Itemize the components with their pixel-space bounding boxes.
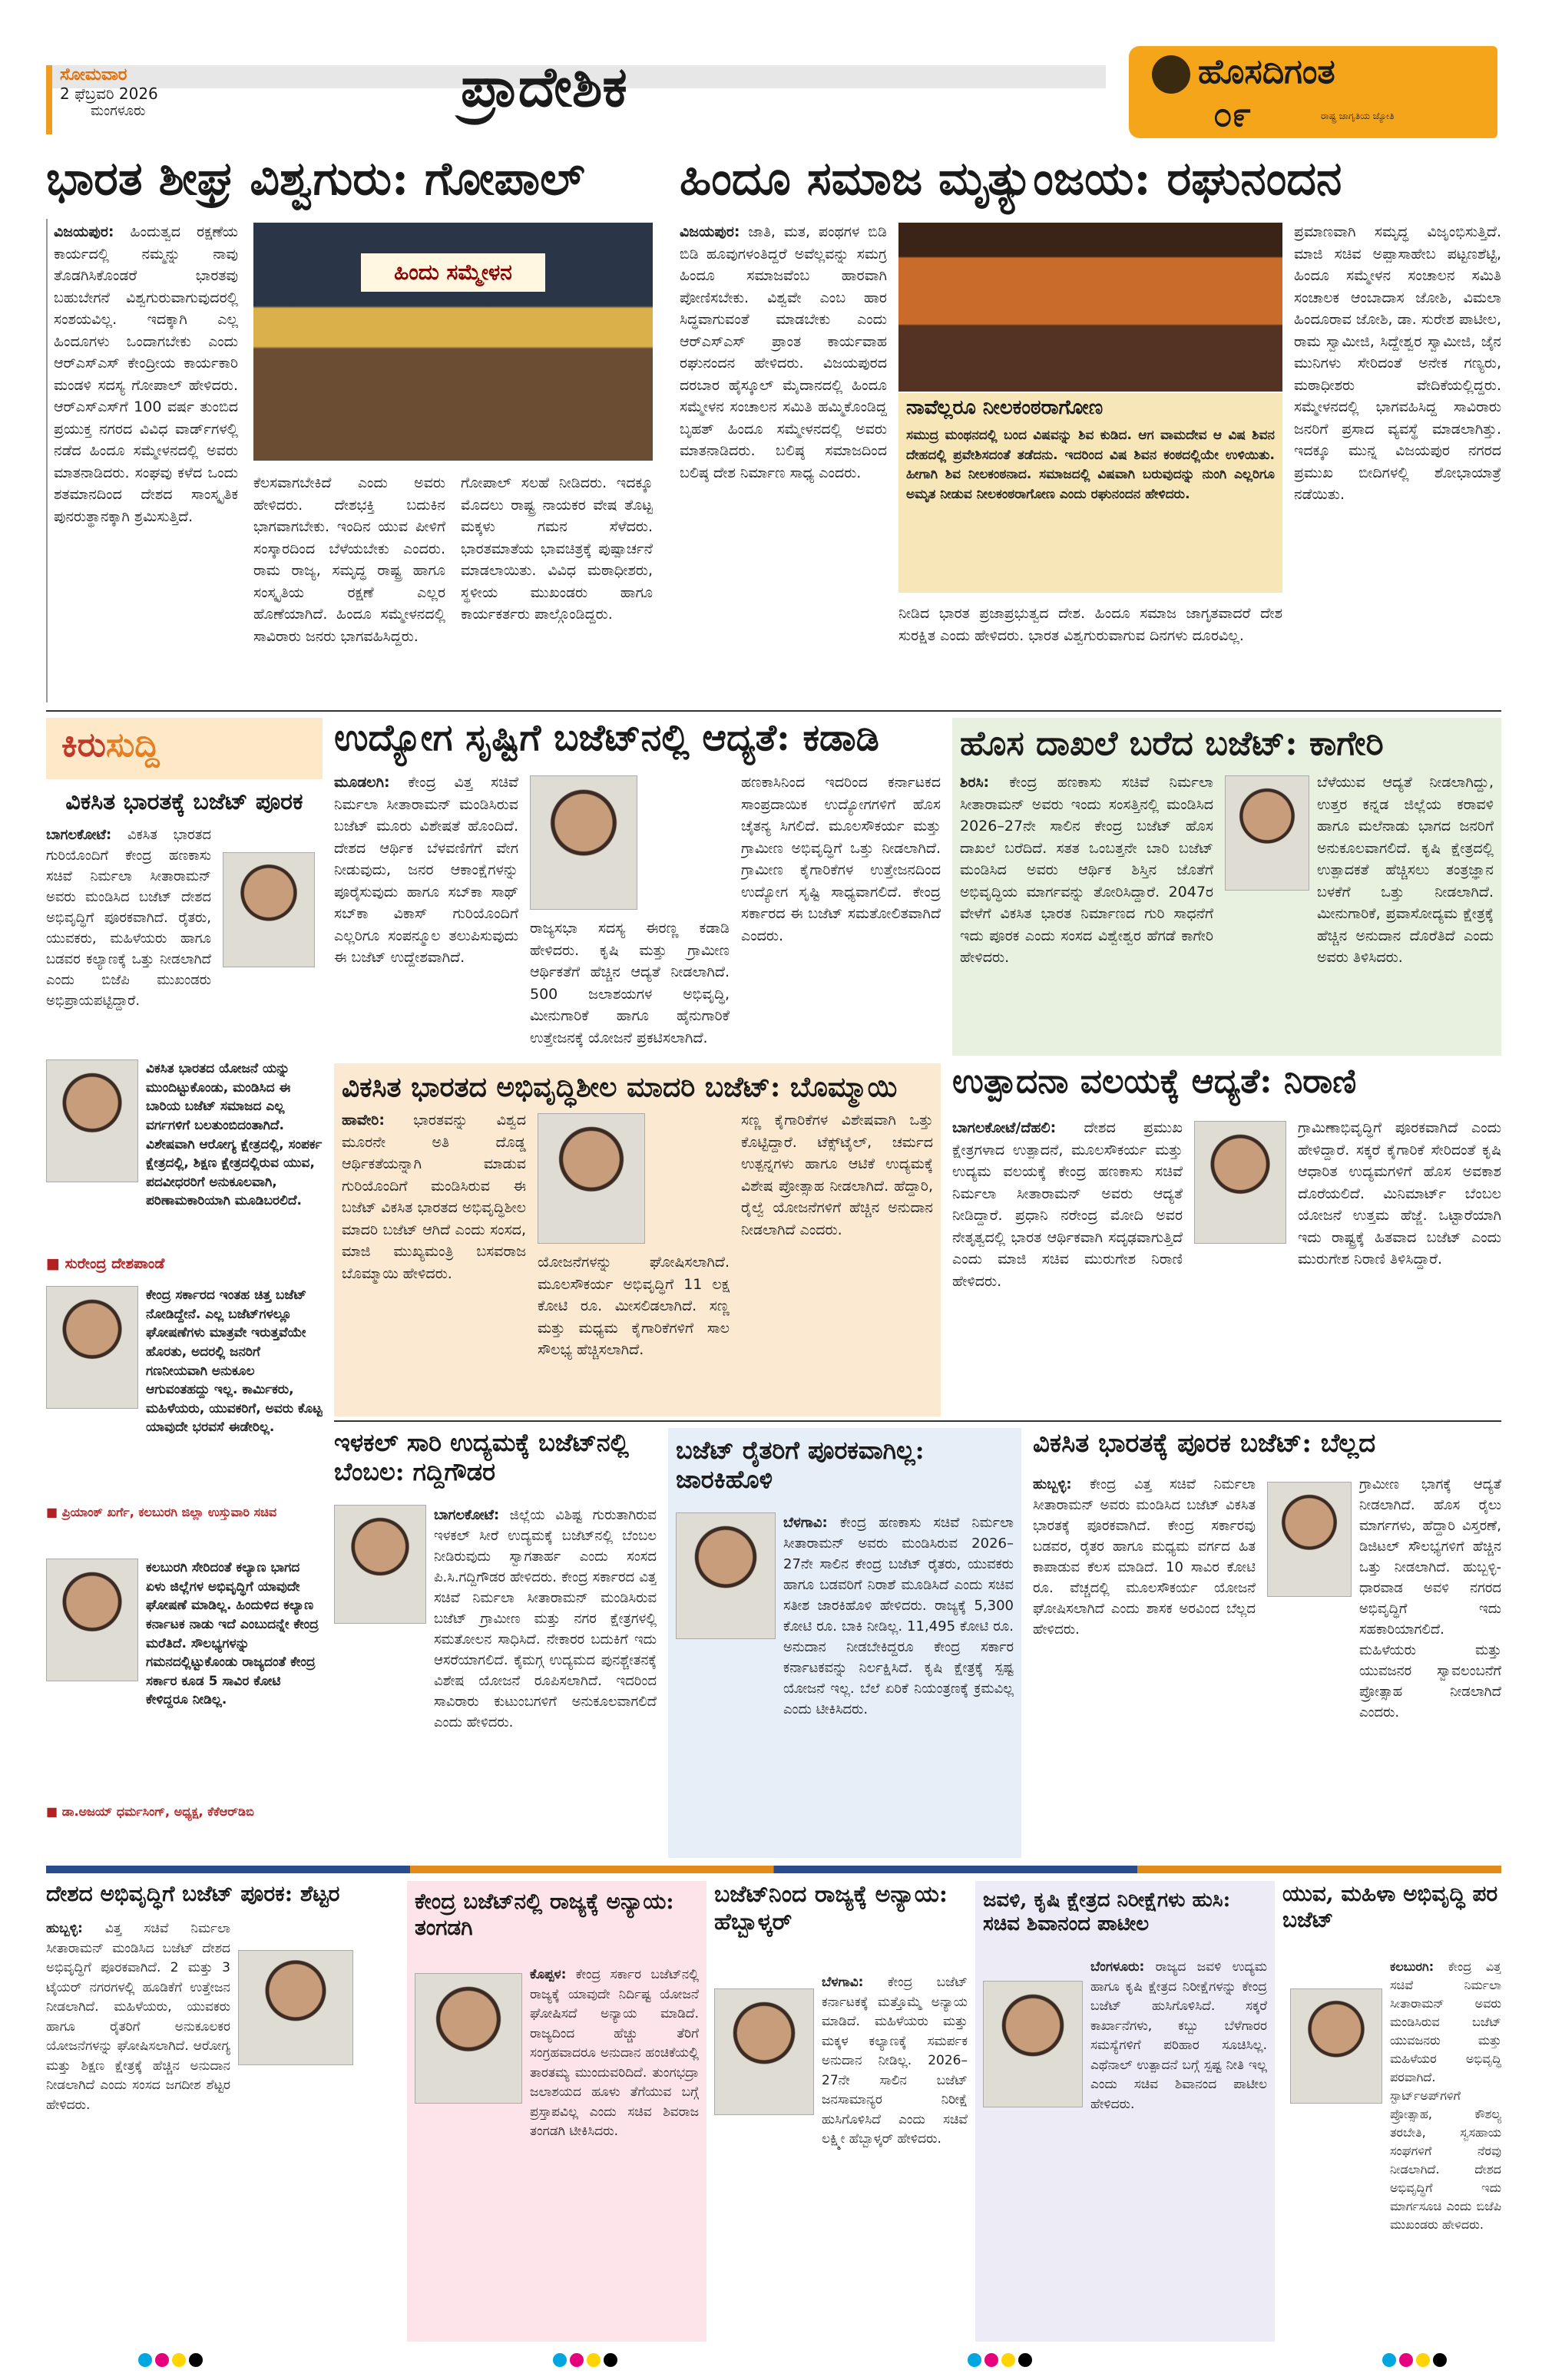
kiru-quote-3: [46, 1559, 323, 1850]
dateline: ಬಾಗಲಕೋಟೆ/ದೆಹಲಿ:: [952, 1119, 1057, 1136]
quote-author: ■ ಪ್ರಿಯಾಂಕ್ ಖರ್ಗೆ, ಕಲಬುರಗಿ ಜಿಲ್ಲಾ ಉಸ್ತುವಾರಿ ಸಚಿವ: [46, 1505, 277, 1519]
dateline: ಕೊಪ್ಪಳ:: [530, 1967, 567, 1982]
article-hebbalkar: [714, 1881, 968, 2342]
page-number: ೦೯: [1213, 95, 1252, 134]
headline: ಜವಳಿ, ಕೃಷಿ ಕ್ಷೇತ್ರದ ನಿರೀಕ್ಷೆಗಳು ಹುಸಿ: ಸಚಿವ ಶಿವಾನಂದ ಪಾಟೀಲ: [983, 1889, 1231, 1936]
dateline: ಕಲಬುರಗಿ:: [1390, 1959, 1434, 1974]
person-photo: [714, 1988, 814, 2115]
article-column: [46, 1919, 230, 2334]
article-gopal: [46, 154, 668, 706]
article-bellad: [1033, 1428, 1501, 1858]
person-photo: [676, 1512, 776, 1639]
person-photo: [538, 1113, 645, 1244]
kiru-text: ವಿಕಸಿತ ಭಾರತದ ಗುರಿಯೊಂದಿಗೆ ಕೇಂದ್ರ ಹಣಕಾಸು ಸಚಿವೆ ನಿರ್ಮಲಾ ಸೀತಾರಾಮನ್ ಅವರು ಮಂಡಿಸಿದ ಬಜೆಟ್ ದೇಶದ ಅಭಿವೃದ್ಧಿಗೆ ಪೂರಕವಾಗಿದೆ. ರೈತರು, ಯುವಕರು, ಮಹಿಳೆಯರು ಹಾಗೂ ಬಡವರ ಕಲ್ಯಾಣಕ್ಕೆ ಒತ್ತು ನೀಡಲಾಗಿದೆ ಎಂದು ಬಿಜೆಪಿ ಮುಖಂಡರು ಅಭಿಪ್ರಾಯಪಟ್ಟಿದ್ದಾರೆ.: [46, 827, 211, 1009]
article-shettar: [46, 1881, 399, 2342]
article-column: [342, 1109, 526, 1409]
article-text: ಹಿಂದುತ್ವದ ರಕ್ಷಣೆಯ ಕಾರ್ಯದಲ್ಲಿ ನಮ್ಮನ್ನು ನಾವು ತೊಡಗಿಸಿಕೊಂಡರೆ ಭಾರತವು ಬಹುಬೇಗನೆ ವಿಶ್ವಗುರುವಾಗುವುದರಲ್ಲಿ ಸಂಶಯವಿಲ್ಲ. ಇದಕ್ಕಾಗಿ ಎಲ್ಲ ಹಿಂದೂಗಳು ಒಂದಾಗಬೇಕು ಎಂದು ಆರ್‌ಎಸ್‌ಎಸ್ ಕೇಂದ್ರೀಯ ಕಾರ್ಯಕಾರಿ ಮಂಡಳಿ ಸದಸ್ಯ ಗೋಪಾಲ್ ಹೇಳಿದರು. ಆರ್‌ಎಸ್‌ಎಸ್‌ಗೆ 100 ವರ್ಷ ತುಂಬಿದ ಪ್ರಯುಕ್ತ ನಗರದ ವಿವಿಧ ವಾರ್ಡ್‌ಗಳಲ್ಲಿ ನಡೆದ ಹಿಂದೂ ಸಮ್ಮೇಳನದಲ್ಲಿ ಅವರು ಮಾತನಾಡಿದರು. ಸಂಘವು ಕಳೆದ ಒಂದು ಶತಮಾನದಿಂದ ದೇಶದ ಸಾಂಸ್ಕೃತಿಕ ಪುನರುತ್ಥಾನಕ್ಕಾಗಿ ಶ್ರಮಿಸುತ್ತಿದೆ.: [54, 223, 238, 525]
dateline: ಬೆಂಗಳೂರು:: [1090, 1959, 1145, 1975]
person-photo: [223, 852, 315, 967]
registration-marks: [968, 2353, 1035, 2370]
article-column: [952, 1117, 1183, 1409]
headline: ಬಜೆಟ್‌ನಿಂದ ರಾಜ್ಯಕ್ಕೆ ಅನ್ಯಾಯ: ಹೆಬ್ಬಾಳ್ಕರ್: [714, 1881, 948, 1935]
headline: ಕೇಂದ್ರ ಬಜೆಟ್‌ನಲ್ಲಿ ರಾಜ್ಯಕ್ಕೆ ಅನ್ಯಾಯ: ತಂಗಡಗಿ: [415, 1889, 674, 1940]
person-photo: [1290, 1988, 1382, 2104]
person-photo: [983, 1981, 1083, 2107]
dateline: ಬಾಗಲಕೋಟೆ:: [434, 1507, 500, 1523]
article-text: ಕೇಂದ್ರ ಹಣಕಾಸು ಸಚಿವೆ ನಿರ್ಮಲಾ ಸೀತಾರಾಮನ್ ಅವರು ಇಂದು ಸಂಸತ್ತಿನಲ್ಲಿ ಮಂಡಿಸಿದ 2026–27ನೇ ಸಾಲಿನ ಕೇಂದ್ರ ಬಜೆಟ್ ಹೊಸ ದಾಖಲೆ ಬರೆದಿದೆ. ಸತತ ಒಂಬತ್ತನೇ ಬಾರಿ ಬಜೆಟ್ ಮಂಡಿಸಿದ ಅವರು ಆರ್ಥಿಕ ಶಿಸ್ತಿನ ಜೊತೆಗೆ ಅಭಿವೃದ್ಧಿಯ ಮಾರ್ಗವನ್ನು ತೋರಿಸಿದ್ದಾರೆ. 2047ರ ವೇಳೆಗೆ ವಿಕಸಿತ ಭಾರತ ನಿರ್ಮಾಣದ ಗುರಿ ಸಾಧನೆಗೆ ಇದು ಪೂರಕ ಎಂದು ಸಂಸದ ವಿಶ್ವೇಶ್ವರ ಹೆಗಡೆ ಕಾಗೇರಿ ಹೇಳಿದರು.: [960, 774, 1213, 966]
headline: ಇಳಕಲ್ ಸಾರಿ ಉದ್ಯಮಕ್ಕೆ ಬಜೆಟ್‌ನಲ್ಲಿ ಬೆಂಬಲ: ಗದ್ದಿಗೌಡರ: [334, 1428, 629, 1487]
headline: ವಿಕಸಿತ ಭಾರತದ ಅಭಿವೃದ್ಧಿಶೀಲ ಮಾದರಿ ಬಜೆಟ್: ಬೊಮ್ಮಾಯಿ: [342, 1071, 898, 1103]
article-column: [434, 1505, 657, 1850]
person-photo: [530, 775, 637, 910]
photo-banner: ಹಿಂದು ಸಮ್ಮೇಳನ: [361, 253, 545, 292]
headline: ಭಾರತ ಶೀಘ್ರ ವಿಶ್ವಗುರು: ಗೋಪಾಲ್: [46, 152, 585, 206]
person-photo: [415, 1973, 522, 2104]
newspaper-tagline: ರಾಷ್ಟ್ರ ಜಾಗೃತಿಯ ಜ್ಯೋತಿ: [1321, 111, 1395, 121]
date-label: 2 ಫೆಬ್ರವರಿ 2026: [60, 84, 158, 103]
person-photo: [46, 1059, 138, 1182]
headline: ಹೊಸ ದಾಖಲೆ ಬರೆದ ಬಜೆಟ್: ಕಾಗೇರಿ: [960, 724, 1384, 763]
article-column: [530, 1965, 699, 2334]
quote-author: ■ ಡಾ.ಅಜಯ್ ಧರ್ಮಸಿಂಗ್, ಅಧ್ಯಕ್ಷ, ಕೆಕೆಆರ್‌ಡಿಬಿ: [46, 1804, 254, 1819]
kiru-headline: ವಿಕಸಿತ ಭಾರತಕ್ಕೆ ಬಜೆಟ್ ಪೂರಕ: [65, 788, 303, 815]
dateline: ವಿಜಯಪುರ:: [54, 223, 114, 240]
person-photo: [238, 1950, 353, 2065]
article-column: ಪ್ರಮಾಣವಾಗಿ ಸಮೃದ್ಧ ವಿಜೃಂಭಿಸುತ್ತಿದೆ. ಮಾಜಿ ಸಚಿವ ಅಪ್ಪಾಸಾಹೇಬ ಪಟ್ಟಣಶೆಟ್ಟಿ, ಹಿಂದೂ ಸಮ್ಮೇಳನ ಸಂಚಾಲನ ಸಮಿತಿ ಸಂಚಾಲಕ ಆಂಬಾದಾಸ ಜೋಶಿ, ವಿಮಲಾ ಹಿಂದೂರಾವ ಜೋಶಿ, ಡಾ. ಸುರೇಶ ಪಾಟೀಲ, ರಾಮ ಸ್ವಾಮೀಜಿ, ಸಿದ್ದೇಶ್ವರ ಸ್ವಾಮೀಜಿ, ಜೈನ ಮುನಿಗಳು ಸೇರಿದಂತೆ ಅನೇಕ ಗಣ್ಯರು, ಮಠಾಧೀಶರು ವೇದಿಕೆಯಲ್ಲಿದ್ದರು. ಸಮ್ಮೇಳನದಲ್ಲಿ ಭಾಗವಹಿಸಿದ್ದ ಸಾವಿರಾರು ಜನರಿಗೆ ಪ್ರಸಾದ ವ್ಯವಸ್ಥೆ ಮಾಡಲಾಗಿತ್ತು. ಇದಕ್ಕೂ ಮುನ್ನ ವಿಜಯಪುರ ನಗರದ ಪ್ರಮುಖ ಬೀದಿಗಳಲ್ಲಿ ಶೋಭಾಯಾತ್ರೆ ನಡೆಯಿತು.: [1294, 223, 1501, 503]
article-column: ನೀಡಿದ ಭಾರತ ಪ್ರಜಾಪ್ರಭುತ್ವದ ದೇಶ. ಹಿಂದೂ ಸಮಾಜ ಜಾಗೃತವಾದರೆ ದೇಶ ಸುರಕ್ಷಿತ ಎಂದು ಹೇಳಿದರು. ಭಾರತ ವಿಶ್ವಗುರುವಾಗುವ ದಿನಗಳು ದೂರವಿಲ್ಲ.: [898, 605, 1282, 644]
article-column: [1033, 1474, 1256, 1850]
article-column: [334, 772, 518, 1048]
kiru-title-a: ಕಿರು: [61, 726, 106, 765]
article-raghunandan: [680, 154, 1501, 706]
section-divider: [46, 1866, 1501, 1873]
quote-author: ■ ಸುರೇಂದ್ರ ದೇಶಪಾಂಡೆ: [46, 1255, 165, 1272]
article-text: ಕೇಂದ್ರ ವಿತ್ತ ಸಚಿವೆ ನಿರ್ಮಲಾ ಸೀತಾರಾಮನ್ ಅವರು ಮಂಡಿಸಿರುವ ಬಜೆಟ್ ಯುವಜನರು ಮತ್ತು ಮಹಿಳೆಯರ ಅಭಿವೃದ್ಧಿ ಪರವಾಗಿದೆ. ಸ್ಟಾರ್ಟ್‌ಅಪ್‌ಗಳಿಗೆ ಪ್ರೋತ್ಸಾಹ, ಕೌಶಲ್ಯ ತರಬೇತಿ, ಸ್ವಸಹಾಯ ಸಂಘಗಳಿಗೆ ನೆರವು ನೀಡಲಾಗಿದೆ. ದೇಶದ ಅಭಿವೃದ್ಧಿಗೆ ಇದು ಮಾರ್ಗಸೂಚಿ ಎಂದು ಬಿಜೆಪಿ ಮುಖಂಡರು ಹೇಳಿದರು.: [1390, 1959, 1501, 2232]
headline: ವಿಕಸಿತ ಭಾರತಕ್ಕೆ ಪೂರಕ ಬಜೆಟ್: ಬೆಲ್ಲದ: [1033, 1428, 1376, 1459]
section-title: ಪ್ರಾದೇಶಿಕ: [461, 54, 627, 119]
article-column: ಗ್ರಾಮೀಣ ಭಾಗಕ್ಕೆ ಆದ್ಯತೆ ನೀಡಲಾಗಿದೆ. ಹೊಸ ರೈಲು ಮಾರ್ಗಗಳು, ಹೆದ್ದಾರಿ ವಿಸ್ತರಣೆ, ಡಿಜಿಟಲ್ ಸೌಲಭ್ಯಗಳಿಗೆ ಹೆಚ್ಚಿನ ಒತ್ತು ನೀಡಲಾಗಿದೆ. ಹುಬ್ಬಳ್ಳಿ-ಧಾರವಾಡ ಅವಳಿ ನಗರದ ಅಭಿವೃದ್ಧಿಗೆ ಇದು ಸಹಕಾರಿಯಾಗಲಿದೆ. ಮಹಿಳೆಯರು ಮತ್ತು ಯುವಜನರ ಸ್ವಾವಲಂಬನೆಗೆ ಪ್ರೋತ್ಸಾಹ ನೀಡಲಾಗಿದೆ ಎಂದರು.: [1359, 1476, 1501, 1721]
person-photo: [1267, 1482, 1352, 1597]
dateline: ಮೂಡಲಗಿ:: [334, 774, 390, 791]
speaker-photo: [898, 223, 1282, 392]
kiru-title-b: ಸುದ್ದಿ: [105, 726, 160, 765]
dateline: ವಿಜಯಪುರ:: [680, 223, 740, 240]
city-label: ಮಂಗಳೂರು: [91, 103, 146, 119]
person-photo: [1194, 1121, 1286, 1244]
article-column: [1090, 1958, 1267, 2334]
dateline: ಬಾಗಲಕೋಟೆ:: [46, 827, 112, 843]
kiru-header: [46, 718, 323, 779]
article-column: ಯೋಜನೆಗಳನ್ನು ಘೋಷಿಸಲಾಗಿದೆ. ಮೂಲಸೌಕರ್ಯ ಅಭಿವೃದ್ಧಿಗೆ 11 ಲಕ್ಷ ಕೋಟಿ ರೂ. ಮೀಸಲಿಡಲಾಗಿದೆ. ಸಣ್ಣ ಮತ್ತು ಮಧ್ಯಮ ಕೈಗಾರಿಕೆಗಳಿಗೆ ಸಾಲ ಸೌಲಭ್ಯ ಹೆಚ್ಚಿಸಲಾಗಿದೆ.: [538, 1254, 730, 1358]
article-kageri: [952, 718, 1501, 1056]
dateline: ಬೆಳಗಾವಿ:: [783, 1515, 828, 1531]
article-column: [960, 772, 1213, 1048]
kiru-suddi: [46, 718, 323, 1524]
headline: ಯುವ, ಮಹಿಳಾ ಅಭಿವೃದ್ಧಿ ಪರ ಬಜೆಟ್: [1282, 1881, 1498, 1932]
article-tangadagi: [407, 1881, 706, 2342]
article-text: ರಾಜ್ಯದ ಜವಳಿ ಉದ್ಯಮ ಹಾಗೂ ಕೃಷಿ ಕ್ಷೇತ್ರದ ನಿರೀಕ್ಷೆಗಳನ್ನು ಕೇಂದ್ರ ಬಜೆಟ್ ಹುಸಿಗೊಳಿಸಿದೆ. ಸಕ್ಕರೆ ಕಾರ್ಖಾನೆಗಳು, ಕಬ್ಬು ಬೆಳೆಗಾರರ ಸಮಸ್ಯೆಗಳಿಗೆ ಪರಿಹಾರ ಸೂಚಿಸಿಲ್ಲ. ಎಥೆನಾಲ್ ಉತ್ಪಾದನೆ ಬಗ್ಗೆ ಸ್ಪಷ್ಟ ನೀತಿ ಇಲ್ಲ ಎಂದು ಸಚಿವ ಶಿವಾನಂದ ಪಾಟೀಲ ಹೇಳಿದರು.: [1090, 1959, 1267, 2112]
article-gaddigoudar: [334, 1428, 657, 1858]
registration-marks: [553, 2353, 620, 2370]
dateline: ಹುಬ್ಬಳ್ಳಿ:: [1033, 1476, 1072, 1492]
article-text: ವಿತ್ತ ಸಚಿವೆ ನಿರ್ಮಲಾ ಸೀತಾರಾಮನ್ ಮಂಡಿಸಿದ ಬಜೆಟ್ ದೇಶದ ಅಭಿವೃದ್ಧಿಗೆ ಪೂರಕವಾಗಿದೆ. 2 ಮತ್ತು 3 ಟೈಯರ್ ನಗರಗಳಲ್ಲಿ ಹೂಡಿಕೆಗೆ ಉತ್ತೇಜನ ನೀಡಲಾಗಿದೆ. ಮಹಿಳೆಯರು, ಯುವಕರು ಹಾಗೂ ರೈತರಿಗೆ ಅನುಕೂಲಕರ ಯೋಜನೆಗಳನ್ನು ಘೋಷಿಸಲಾಗಿದೆ. ಆರೋಗ್ಯ ಮತ್ತು ಶಿಕ್ಷಣ ಕ್ಷೇತ್ರಕ್ಕೆ ಹೆಚ್ಚಿನ ಅನುದಾನ ನೀಡಲಾಗಿದೆ ಎಂದು ಸಂಸದ ಜಗದೀಶ ಶೆಟ್ಟರ ಹೇಳಿದರು.: [46, 1921, 230, 2113]
article-text: ಕೇಂದ್ರ ಹಣಕಾಸು ಸಚಿವೆ ನಿರ್ಮಲಾ ಸೀತಾರಾಮನ್ ಅವರು ಮಂಡಿಸಿರುವ 2026–27ನೇ ಸಾಲಿನ ಕೇಂದ್ರ ಬಜೆಟ್ ರೈತರು, ಯುವಕರು ಹಾಗೂ ಬಡವರಿಗೆ ನಿರಾಶೆ ಮೂಡಿಸಿದೆ ಎಂದು ಸಚಿವ ಸತೀಶ ಜಾರಕಿಹೊಳಿ ಹೇಳಿದರು. ರಾಜ್ಯಕ್ಕೆ 5,300 ಕೋಟಿ ರೂ. ಬಾಕಿ ನೀಡಿಲ್ಲ. 11,495 ಕೋಟಿ ರೂ. ಅನುದಾನ ನೀಡಬೇಕಿದ್ದರೂ ಕೇಂದ್ರ ಸರ್ಕಾರ ಕರ್ನಾಟಕವನ್ನು ನಿರ್ಲಕ್ಷಿಸಿದೆ. ಕೃಷಿ ಕ್ಷೇತ್ರಕ್ಕೆ ಸ್ಪಷ್ಟ ಯೋಜನೆ ಇಲ್ಲ. ಬೆಲೆ ಏರಿಕೆ ನಿಯಂತ್ರಣಕ್ಕೆ ಕ್ರಮವಿಲ್ಲ ಎಂದು ಟೀಕಿಸಿದರು.: [783, 1515, 1014, 1717]
person-photo: [1225, 775, 1309, 891]
date-box: [46, 65, 238, 134]
article-column: [783, 1512, 1014, 1850]
registration-marks: [1382, 2353, 1450, 2370]
article-nirani: [952, 1063, 1501, 1416]
horizontal-rule: [46, 710, 1501, 712]
article-column: [54, 221, 238, 697]
caption-text: ಸಮುದ್ರ ಮಂಥನದಲ್ಲಿ ಬಂದ ವಿಷವನ್ನು ಶಿವ ಕುಡಿದ. ಆಗ ವಾಮದೇವ ಆ ವಿಷ ಶಿವನ ದೇಹದಲ್ಲಿ ಪ್ರವೇಶಿಸದಂತೆ ತಡೆದನು. ಇದರಿಂದ ವಿಷ ಶಿವನ ಕಂಠದಲ್ಲಿಯೇ ಉಳಿಯಿತು. ಹೀಗಾಗಿ ಶಿವ ನೀಲಕಂಠನಾದ. ಸಮಾಜದಲ್ಲಿ ವಿಷವಾಗಿ ಬರುವುದನ್ನು ನುಂಗಿ ಎಲ್ಲರಿಗೂ ಅಮೃತ ನೀಡುವ ನೀಲಕಂಠರಾಗೋಣ ಎಂದು ರಘುನಂದನ ಹೇಳಿದರು.: [906, 428, 1275, 502]
article-column: ರಾಜ್ಯಸಭಾ ಸದಸ್ಯ ಈರಣ್ಣ ಕಡಾಡಿ ಹೇಳಿದರು. ಕೃಷಿ ಮತ್ತು ಗ್ರಾಮೀಣ ಆರ್ಥಿಕತೆಗೆ ಹೆಚ್ಚಿನ ಆದ್ಯತೆ ನೀಡಲಾಗಿದೆ. 500 ಜಲಾಶಯಗಳ ಅಭಿವೃದ್ಧಿ, ಮೀನುಗಾರಿಕೆ ಹಾಗೂ ಹೈನುಗಾರಿಕೆ ಉತ್ತೇಜನಕ್ಕೆ ಯೋಜನೆ ಪ್ರಕಟಿಸಲಾಗಿದೆ.: [530, 920, 730, 1046]
registration-marks: [138, 2353, 206, 2370]
headline: ಹಿಂದೂ ಸಮಾಜ ಮೃತ್ಯುಂಜಯ: ರಘುನಂದನ: [680, 152, 1342, 206]
headline: ಬಜೆಟ್ ರೈತರಿಗೆ ಪೂರಕವಾಗಿಲ್ಲ: ಜಾರಕಿಹೊಳಿ: [676, 1436, 925, 1495]
horizontal-rule: [334, 1420, 1501, 1422]
article-column: ಬೆಳೆಯುವ ಆದ್ಯತೆ ನೀಡಲಾಗಿದ್ದು, ಉತ್ತರ ಕನ್ನಡ ಜಿಲ್ಲೆಯ ಕರಾವಳಿ ಹಾಗೂ ಮಲೆನಾಡು ಭಾಗದ ಜನರಿಗೆ ಅನುಕೂಲವಾಗಲಿದೆ. ಕೃಷಿ ಕ್ಷೇತ್ರದಲ್ಲಿ ಉತ್ಪಾದಕತೆ ಹೆಚ್ಚಿಸಲು ತಂತ್ರಜ್ಞಾನ ಬಳಕೆಗೆ ಒತ್ತು ನೀಡಲಾಗಿದೆ. ಮೀನುಗಾರಿಕೆ, ಪ್ರವಾಸೋದ್ಯಮ ಕ್ಷೇತ್ರಕ್ಕೆ ಹೆಚ್ಚಿನ ಅನುದಾನ ದೊರೆತಿದೆ ಎಂದು ಅವರು ತಿಳಿಸಿದರು.: [1317, 774, 1494, 966]
emblem-icon: [1152, 55, 1190, 94]
article-jarkiholi: [668, 1428, 1021, 1858]
dateline: ಹಾವೇರಿ:: [342, 1112, 385, 1129]
article-text: ಜಾತಿ, ಮತ, ಪಂಥಗಳ ಬಿಡಿ ಬಿಡಿ ಹೂವುಗಳಂತಿದ್ದರೆ ಅವೆಲ್ಲವನ್ನು ಸಮಗ್ರ ಹಿಂದೂ ಸಮಾಜವೆಂಬ ಹಾರವಾಗಿ ಪೋಣಿಸಬೇಕು. ವಿಶ್ವವೇ ಎಂಬ ಹಾರ ಸಿದ್ಧವಾಗುವಂತೆ ಮಾಡಬೇಕು ಎಂದು ಆರ್‌ಎಸ್‌ಎಸ್ ಪ್ರಾಂತ ಕಾರ್ಯವಾಹ ರಘುನಂದನ ಹೇಳಿದರು. ವಿಜಯಪುರದ ದರಬಾರ ಹೈಸ್ಕೂಲ್ ಮೈದಾನದಲ್ಲಿ ಹಿಂದೂ ಸಮ್ಮೇಳನ ಸಂಚಾಲನ ಸಮಿತಿ ಹಮ್ಮಿಕೊಂಡಿದ್ದ ಬೃಹತ್ ಹಿಂದೂ ಸಮ್ಮೇಳನದಲ್ಲಿ ಅವರು ಮಾತನಾಡಿದರು. ಬಲಿಷ್ಠ ಸಮಾಜದಿಂದ ಬಲಿಷ್ಠ ದೇಶ ನಿರ್ಮಾಣ ಸಾಧ್ಯ ಎಂದರು.: [680, 223, 887, 481]
quote-text: ವಿಕಸಿತ ಭಾರತದ ಯೋಜನೆ ಯನ್ನು ಮುಂದಿಟ್ಟುಕೊಂಡು, ಮಂಡಿಸಿದ ಈ ಬಾರಿಯ ಬಜೆಟ್ ಸಮಾಜದ ಎಲ್ಲ ವರ್ಗಗಳಿಗೆ ಬಲತುಂಬಿದಂತಾಗಿದೆ. ವಿಶೇಷವಾಗಿ ಆರೋಗ್ಯ ಕ್ಷೇತ್ರದಲ್ಲಿ, ಸಂಪರ್ಕ ಕ್ಷೇತ್ರದಲ್ಲಿ, ಶಿಕ್ಷಣ ಕ್ಷೇತ್ರದಲ್ಲಿರುವ ಯುವ, ಪದವೀಧರರಿಗೆ ಅನುಕೂಲವಾಗಿ, ಪರಿಣಾಮಕಾರಿಯಾಗಿ ಮೂಡಿಬರಲಿದೆ.: [146, 1061, 323, 1209]
kiru-body: [46, 825, 211, 1040]
newspaper-logo: [1129, 46, 1497, 138]
article-text: ಜಿಲ್ಲೆಯ ವಿಶಿಷ್ಟ ಗುರುತಾಗಿರುವ ಇಳಕಲ್ ಸೀರೆ ಉದ್ಯಮಕ್ಕೆ ಬಜೆಟ್‌ನಲ್ಲಿ ಬೆಂಬಲ ನೀಡಿರುವುದು ಸ್ವಾಗತಾರ್ಹ ಎಂದು ಸಂಸದ ಪಿ.ಸಿ.ಗದ್ದಿಗೌಡರ ಹೇಳಿದರು. ಕೇಂದ್ರ ಸರ್ಕಾರದ ವಿತ್ತ ಸಚಿವೆ ನಿರ್ಮಲಾ ಸೀತಾರಾಮನ್ ಮಂಡಿಸಿರುವ ಬಜೆಟ್ ಗ್ರಾಮೀಣ ಮತ್ತು ನಗರ ಕ್ಷೇತ್ರಗಳಲ್ಲಿ ಸಮತೋಲನ ಸಾಧಿಸಿದೆ. ನೇಕಾರರ ಬದುಕಿಗೆ ಇದು ಆಸರೆಯಾಗಲಿದೆ. ಕೈಮಗ್ಗ ಉದ್ಯಮದ ಪುನಶ್ಚೇತನಕ್ಕೆ ವಿಶೇಷ ಯೋಜನೆ ರೂಪಿಸಲಾಗಿದೆ. ಇದರಿಂದ ಸಾವಿರಾರು ಕುಟುಂಬಗಳಿಗೆ ಅನುಕೂಲವಾಗಲಿದೆ ಎಂದು ಹೇಳಿದರು.: [434, 1507, 657, 1730]
article-column: [680, 221, 887, 697]
quote-text: ಕೇಂದ್ರ ಸರ್ಕಾರದ ಇಂತಹ ಚಿತ್ತ ಬಜೆಟ್ ನೋಡಿದ್ದೇನೆ. ಎಲ್ಲ ಬಜೆಟ್‌ಗಳಲ್ಲೂ ಘೋಷಣೆಗಳು ಮಾತ್ರವೇ ಇರುತ್ತವೆಯೇ ಹೊರತು, ಅದರಲ್ಲಿ ಜನರಿಗೆ ಗಣನೀಯವಾಗಿ ಅನುಕೂಲ ಆಗುವಂತಹದ್ದು ಇಲ್ಲ. ಕಾರ್ಮಿಕರು, ಮಹಿಳೆಯರು, ಯುವಕರಿಗೆ, ಅವರು ಕೊಟ್ಟ ಯಾವುದೇ ಭರವಸೆ ಈಡೇರಿಲ್ಲ.: [146, 1288, 323, 1436]
article-column: [822, 1973, 968, 2334]
caption-box: [898, 393, 1282, 593]
article-text: ದೇಶದ ಪ್ರಮುಖ ಕ್ಷೇತ್ರಗಳಾದ ಉತ್ಪಾದನೆ, ಮೂಲಸೌಕರ್ಯ ಮತ್ತು ಉದ್ಯಮ ವಲಯಕ್ಕೆ ಕೇಂದ್ರ ಹಣಕಾಸು ಸಚಿವೆ ನಿರ್ಮಲಾ ಸೀತಾರಾಮನ್ ಅವರು ಆದ್ಯತೆ ನೀಡಿದ್ದಾರೆ. ಪ್ರಧಾನಿ ನರೇಂದ್ರ ಮೋದಿ ಅವರ ನೇತೃತ್ವದಲ್ಲಿ ಭಾರತ ಆರ್ಥಿಕವಾಗಿ ಸದೃಢವಾಗುತ್ತಿದೆ ಎಂದು ಮಾಜಿ ಸಚಿವ ಮುರುಗೇಶ ನಿರಾಣಿ ಹೇಳಿದರು.: [952, 1119, 1183, 1290]
event-photo: [253, 223, 653, 461]
article-youth-women: [1282, 1881, 1501, 2342]
article-text: ಕೇಂದ್ರ ವಿತ್ತ ಸಚಿವೆ ನಿರ್ಮಲಾ ಸೀತಾರಾಮನ್ ಅವರು ಮಂಡಿಸಿದ ಬಜೆಟ್ ವಿಕಸಿತ ಭಾರತಕ್ಕೆ ಪೂರಕವಾಗಿದೆ. ಕೇಂದ್ರ ಸರ್ಕಾರವು ಬಡವರ, ರೈತರ ಹಾಗೂ ಮಧ್ಯಮ ವರ್ಗದ ಹಿತ ಕಾಪಾಡುವ ಕೆಲಸ ಮಾಡಿದೆ. 10 ಸಾವಿರ ಕೋಟಿ ರೂ. ವೆಚ್ಚದಲ್ಲಿ ಮೂಲಸೌಕರ್ಯ ಯೋಜನೆ ಘೋಷಿಸಲಾಗಿದೆ ಎಂದು ಶಾಸಕ ಅರವಿಂದ ಬೆಲ್ಲದ ಹೇಳಿದರು.: [1033, 1476, 1256, 1638]
dateline: ಹುಬ್ಬಳ್ಳಿ:: [46, 1921, 83, 1936]
article-column: ಗೋಪಾಲ್ ಸಲಹೆ ನೀಡಿದರು. ಇದಕ್ಕೂ ಮೊದಲು ರಾಷ್ಟ್ರ ನಾಯಕರ ವೇಷ ತೊಟ್ಟ ಮಕ್ಕಳು ಗಮನ ಸೆಳೆದರು. ಭಾರತಮಾತೆಯ ಭಾವಚಿತ್ರಕ್ಕೆ ಪುಷ್ಪಾರ್ಚನೆ ಮಾಡಲಾಯಿತು. ವಿವಿಧ ಮಠಾಧೀಶರು, ಸ್ಥಳೀಯ ಮುಖಂಡರು ಹಾಗೂ ಕಾರ್ಯಕರ್ತರು ಪಾಲ್ಗೊಂಡಿದ್ದರು.: [461, 474, 653, 623]
dateline: ಶಿರಸಿ:: [960, 774, 990, 791]
person-photo: [46, 1286, 138, 1409]
article-text: ಕೇಂದ್ರ ವಿತ್ತ ಸಚಿವೆ ನಿರ್ಮಲಾ ಸೀತಾರಾಮನ್ ಮಂಡಿಸಿರುವ ಬಜೆಟ್ ಮೂರು ವಿಶೇಷತೆ ಹೊಂದಿದೆ. ದೇಶದ ಆರ್ಥಿಕ ಬೆಳವಣಿಗೆಗೆ ವೇಗ ನೀಡುವುದು, ಜನರ ಆಕಾಂಕ್ಷೆಗಳನ್ನು ಪೂರೈಸುವುದು ಹಾಗೂ ಸಬ್‌ಕಾ ಸಾಥ್ ಸಬ್‌ಕಾ ವಿಕಾಸ್ ಗುರಿಯೊಂದಿಗೆ ಎಲ್ಲರಿಗೂ ಸಂಪನ್ಮೂಲ ತಲುಪಿಸುವುದು ಈ ಬಜೆಟ್ ಉದ್ದೇಶವಾಗಿದೆ.: [334, 774, 518, 966]
day-label: ಸೋಮವಾರ: [60, 65, 127, 84]
article-column: ಗ್ರಾಮಿಣಾಭಿವೃದ್ಧಿಗೆ ಪೂರಕವಾಗಿದೆ ಎಂದು ಹೇಳಿದ್ದಾರೆ. ಸಕ್ಕರೆ ಕೈಗಾರಿಕೆ ಸೇರಿದಂತೆ ಕೃಷಿ ಆಧಾರಿತ ಉದ್ಯಮಗಳಿಗೆ ಹೊಸ ಅವಕಾಶ ದೊರೆಯಲಿದೆ. ಮಿನಿಮಾರ್ಟ್ ಬೆಂಬಲ ಯೋಜನೆ ಉತ್ತಮ ಹೆಜ್ಜೆ. ಒಟ್ಟಾರೆಯಾಗಿ ಇದು ರಾಷ್ಟ್ರಕ್ಕೆ ಹಿತವಾದ ಬಜೆಟ್ ಎಂದು ಮುರುಗೇಶ ನಿರಾಣಿ ತಿಳಿಸಿದ್ದಾರೆ.: [1298, 1119, 1501, 1268]
headline: ಉತ್ಪಾದನಾ ವಲಯಕ್ಕೆ ಆದ್ಯತೆ: ನಿರಾಣಿ: [952, 1062, 1357, 1101]
quote-text: ಕಲಬುರಗಿ ಸೇರಿದಂತೆ ಕಲ್ಯಾಣ ಭಾಗದ ಏಳು ಜಿಲ್ಲೆಗಳ ಅಭಿವೃದ್ಧಿಗೆ ಯಾವುದೇ ಘೋಷಣೆ ಮಾಡಿಲ್ಲ. ಹಿಂದುಳಿದ ಕಲ್ಯಾಣ ಕರ್ನಾಟಕ ನಾಡು ಇದೆ ಎಂಬುದನ್ನೇ ಕೇಂದ್ರ ಮರೆತಿದೆ. ಸೌಲಭ್ಯಗಳನ್ನು ಗಮನದಲ್ಲಿಟ್ಟುಕೊಂಡು ರಾಜ್ಯದಂತೆ ಕೇಂದ್ರ ಸರ್ಕಾರ ಕೂಡ 5 ಸಾವಿರ ಕೋಟಿ ಕೇಳಿದ್ದರೂ ನೀಡಿಲ್ಲ.: [146, 1560, 319, 1708]
headline: ಉದ್ಯೋಗ ಸೃಷ್ಟಿಗೆ ಬಜೆಟ್‌ನಲ್ಲಿ ಆದ್ಯತೆ: ಕಡಾಡಿ: [334, 716, 879, 759]
masthead: [0, 0, 1542, 146]
article-column: [1390, 1958, 1501, 2334]
person-photo: [46, 1559, 138, 1681]
article-column: ಕೆಲಸವಾಗಬೇಕಿದೆ ಎಂದು ಅವರು ಹೇಳಿದರು. ದೇಶಭಕ್ತಿ ಬದುಕಿನ ಭಾಗವಾಗಬೇಕು. ಇಂದಿನ ಯುವ ಪೀಳಿಗೆ ಸಂಸ್ಕಾರದಿಂದ ಬೆಳೆಯಬೇಕು ಎಂದರು. ರಾಮ ರಾಜ್ಯ, ಸಮೃದ್ಧ ರಾಷ್ಟ್ರ ಹಾಗೂ ಸಂಸ್ಕೃತಿಯ ರಕ್ಷಣೆ ಎಲ್ಲರ ಹೊಣೆಯಾಗಿದೆ. ಹಿಂದೂ ಸಮ್ಮೇಳನದಲ್ಲಿ ಸಾವಿರಾರು ಜನರು ಭಾಗವಹಿಸಿದ್ದರು.: [253, 474, 445, 645]
article-bommai: [334, 1063, 941, 1416]
article-text: ಕೇಂದ್ರ ಬಜೆಟ್ ಕರ್ನಾಟಕಕ್ಕೆ ಮತ್ತೊಮ್ಮೆ ಅನ್ಯಾಯ ಮಾಡಿದೆ. ಮಹಿಳೆಯರು ಮತ್ತು ಮಕ್ಕಳ ಕಲ್ಯಾಣಕ್ಕೆ ಸಮರ್ಪಕ ಅನುದಾನ ನೀಡಿಲ್ಲ. 2026–27ನೇ ಸಾಲಿನ ಬಜೆಟ್ ಜನಸಾಮಾನ್ಯರ ನಿರೀಕ್ಷೆ ಹುಸಿಗೊಳಿಸಿದೆ ಎಂದು ಸಚಿವೆ ಲಕ್ಷ್ಮೀ ಹೆಬ್ಬಾಳ್ಕರ್ ಹೇಳಿದರು.: [822, 1975, 968, 2147]
article-text: ಭಾರತವನ್ನು ವಿಶ್ವದ ಮೂರನೇ ಅತಿ ದೊಡ್ಡ ಆರ್ಥಿಕತೆಯನ್ನಾಗಿ ಮಾಡುವ ಗುರಿಯೊಂದಿಗೆ ಮಂಡಿಸಿರುವ ಈ ಬಜೆಟ್ ವಿಕಸಿತ ಭಾರತದ ಅಭಿವೃದ್ಧಿಶೀಲ ಮಾದರಿ ಬಜೆಟ್ ಆಗಿದೆ ಎಂದು ಸಂಸದ, ಮಾಜಿ ಮುಖ್ಯಮಂತ್ರಿ ಬಸವರಾಜ ಬೊಮ್ಮಾಯಿ ಹೇಳಿದರು.: [342, 1112, 526, 1282]
caption-title: ನಾವೆಲ್ಲರೂ ನೀಲಕಂಠರಾಗೋಣ: [898, 393, 1282, 423]
article-column: ಸಣ್ಣ ಕೈಗಾರಿಕೆಗಳ ವಿಶೇಷವಾಗಿ ಒತ್ತು ಕೊಟ್ಟಿದ್ದಾರೆ. ಟೆಕ್ಸ್‌ಟೈಲ್, ಚರ್ಮದ ಉತ್ಪನ್ನಗಳು ಹಾಗೂ ಆಟಿಕೆ ಉದ್ಯಮಕ್ಕೆ ವಿಶೇಷ ಪ್ರೋತ್ಸಾಹ ನೀಡಲಾಗಿದೆ. ಹೆದ್ದಾರಿ, ರೈಲ್ವೆ ಯೋಜನೆಗಳಿಗೆ ಹೆಚ್ಚಿನ ಅನುದಾನ ನೀಡಲಾಗಿದೆ ಎಂದರು.: [741, 1112, 933, 1238]
article-patil: [975, 1881, 1275, 2342]
headline: ದೇಶದ ಅಭಿವೃದ್ಧಿಗೆ ಬಜೆಟ್ ಪೂರಕ: ಶೆಟ್ಟರ: [46, 1881, 340, 1906]
article-column: ಹಣಕಾಸಿನಿಂದ ಇದರಿಂದ ಕರ್ನಾಟಕದ ಸಾಂಪ್ರದಾಯಿಕ ಉದ್ಯೋಗಗಳಿಗೆ ಹೊಸ ಚೈತನ್ಯ ಸಿಗಲಿದೆ. ಮೂಲಸೌಕರ್ಯ ಮತ್ತು ಗ್ರಾಮೀಣ ಅಭಿವೃದ್ಧಿಗೆ ಒತ್ತು ನೀಡಲಾಗಿದೆ. ಗ್ರಾಮೀಣ ಕೈಗಾರಿಕೆಗಳ ಉತ್ತೇಜನದಿಂದ ಉದ್ಯೋಗ ಸೃಷ್ಟಿ ಸಾಧ್ಯವಾಗಲಿದೆ. ಕೇಂದ್ರ ಸರ್ಕಾರದ ಈ ಬಜೆಟ್ ಸಮತೋಲಿತವಾಗಿದೆ ಎಂದರು.: [741, 774, 941, 944]
person-photo: [334, 1505, 426, 1624]
divider: [46, 219, 48, 702]
article-kadadi: [334, 718, 941, 1056]
dateline: ಬೆಳಗಾವಿ:: [822, 1975, 864, 1990]
newspaper-name: ಹೊಸದಿಗಂತ: [1198, 52, 1335, 91]
article-text: ಕೇಂದ್ರ ಸರ್ಕಾರ ಬಜೆಟ್‌ನಲ್ಲಿ ರಾಜ್ಯಕ್ಕೆ ಯಾವುದೇ ನಿರ್ದಿಷ್ಟ ಯೋಜನೆ ಘೋಷಿಸದೆ ಅನ್ಯಾಯ ಮಾಡಿದೆ. ರಾಜ್ಯದಿಂದ ಹೆಚ್ಚು ತೆರಿಗೆ ಸಂಗ್ರಹವಾದರೂ ಅನುದಾನ ಹಂಚಿಕೆಯಲ್ಲಿ ತಾರತಮ್ಯ ಮುಂದುವರಿದಿದೆ. ತುಂಗಭದ್ರಾ ಜಲಾಶಯದ ಹೂಳು ತೆಗೆಯುವ ಬಗ್ಗೆ ಪ್ರಸ್ತಾಪವಿಲ್ಲ ಎಂದು ಸಚಿವ ಶಿವರಾಜ ತಂಗಡಗಿ ಟೀಕಿಸಿದರು.: [530, 1967, 699, 2139]
